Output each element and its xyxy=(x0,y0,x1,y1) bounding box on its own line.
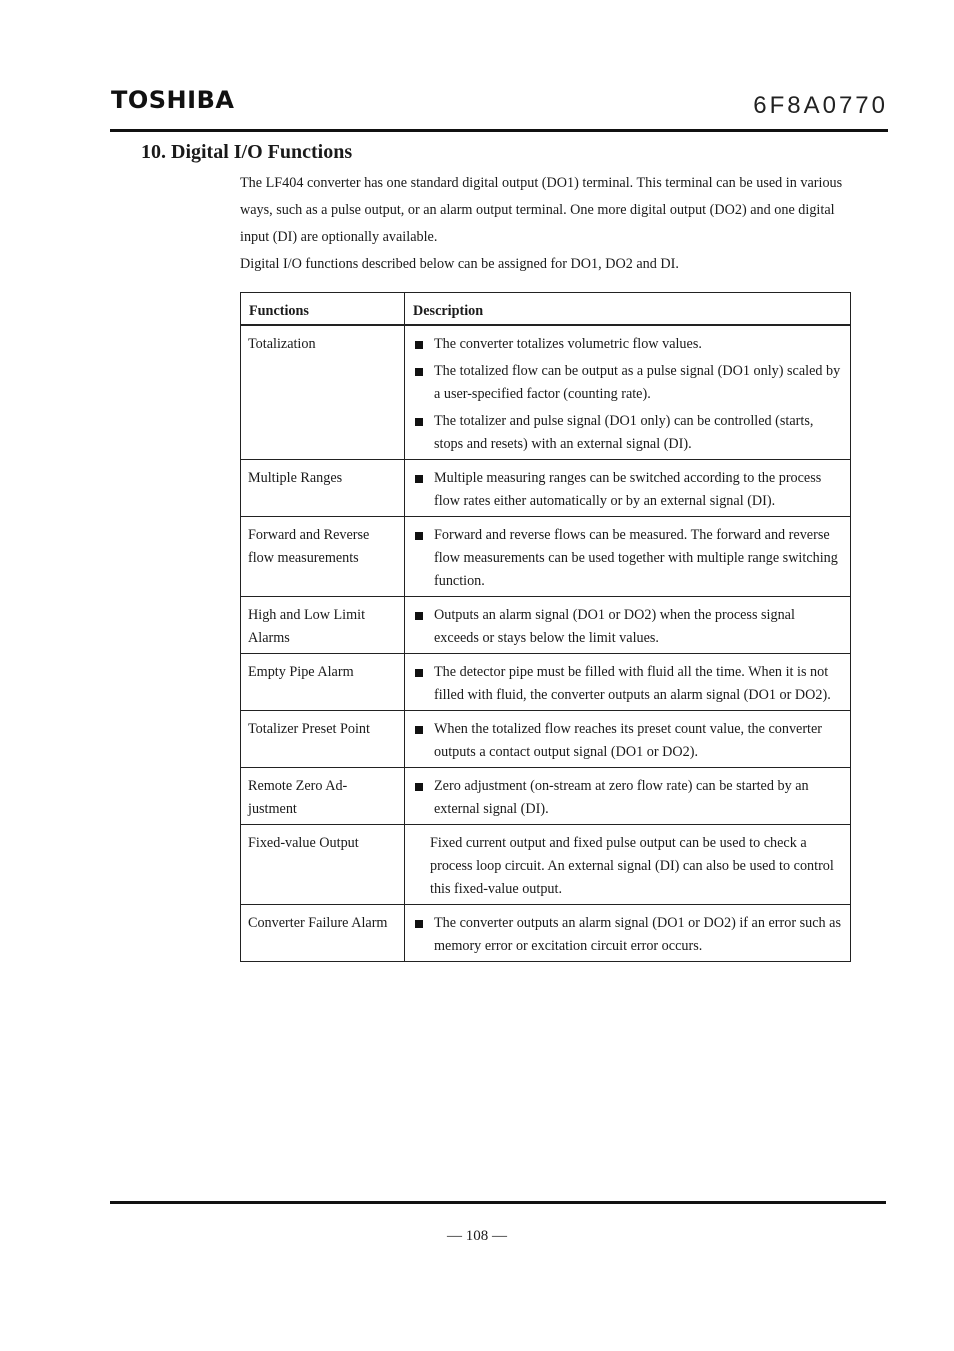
header-functions: Functions xyxy=(241,293,405,326)
function-name: Totalization xyxy=(241,325,405,460)
function-name: Converter Failure Alarm xyxy=(241,905,405,962)
function-name: Empty Pipe Alarm xyxy=(241,654,405,711)
table-row xyxy=(241,905,851,962)
function-name: Multiple Ranges xyxy=(241,460,405,517)
header-description: Description xyxy=(405,293,851,326)
function-name: Remote Zero Ad-justment xyxy=(241,768,405,825)
function-description xyxy=(405,711,851,768)
description-bullet: The converter totalizes volumetric flow values. xyxy=(412,333,842,356)
page-number: — 108 — xyxy=(447,1228,507,1244)
table-row xyxy=(241,768,851,825)
section-title: 10. Digital I/O Functions xyxy=(141,141,353,163)
document-number: 6F8A0770 xyxy=(753,92,888,119)
function-description xyxy=(405,460,851,517)
function-name: Forward and Reverse flow measurements xyxy=(241,517,405,597)
description-bullet: The detector pipe must be filled with fluid all the time. When it is not filled with fluid, the converter outputs an alarm signal (DO1 or DO2). xyxy=(412,661,842,707)
description-bullet: The totalized flow can be output as a pulse signal (DO1 only) scaled by a user-specified factor (counting rate). xyxy=(412,360,842,406)
description-bullet: Zero adjustment (on-stream at zero flow rate) can be started by an external signal (DI). xyxy=(412,775,842,821)
function-description xyxy=(405,654,851,711)
toshiba-logo: TOSHIBA xyxy=(111,86,235,114)
function-description xyxy=(405,825,851,905)
table-row xyxy=(241,460,851,517)
description-bullet: When the totalized flow reaches its preset count value, the converter outputs a contact output signal (DO1 or DO2). xyxy=(412,718,842,764)
description-bullet: Multiple measuring ranges can be switched according to the process flow rates either automatically or by an external signal (DI). xyxy=(412,467,842,513)
description-text: Fixed current output and fixed pulse output can be used to check a process loop circuit. An external signal (DI) can also be used to control this fixed-value output. xyxy=(430,835,834,897)
description-bullet: The converter outputs an alarm signal (DO1 or DO2) if an error such as memory error or excitation circuit error occurs. xyxy=(412,912,842,958)
table-row xyxy=(241,597,851,654)
functions-table xyxy=(240,292,851,962)
function-name: Totalizer Preset Point xyxy=(241,711,405,768)
intro-paragraph: Digital I/O functions described below can be assigned for DO1, DO2 and DI. xyxy=(240,256,679,272)
function-description xyxy=(405,905,851,962)
function-description xyxy=(405,768,851,825)
table-row xyxy=(241,325,851,460)
table-row xyxy=(241,517,851,597)
description-bullet: Forward and reverse flows can be measured. The forward and reverse flow measurements can be used together with multiple range switching function. xyxy=(412,524,842,593)
function-description xyxy=(405,597,851,654)
function-name: High and Low Limit Alarms xyxy=(241,597,405,654)
intro-paragraph: The LF404 converter has one standard digital output (DO1) terminal. This terminal can be used in various ways, such as a pulse output, or an alarm output terminal. One more digital output (DO2) and one digital input (DI) are optionally available. xyxy=(240,175,843,245)
description-bullet: The totalizer and pulse signal (DO1 only) can be controlled (starts, stops and resets) with an external signal (DI). xyxy=(412,410,842,456)
table-row xyxy=(241,711,851,768)
function-description xyxy=(405,517,851,597)
footer-rule xyxy=(110,1201,886,1204)
table-header-row xyxy=(241,293,851,326)
table-row xyxy=(241,654,851,711)
function-description xyxy=(405,325,851,460)
description-bullet: Outputs an alarm signal (DO1 or DO2) when the process signal exceeds or stays below the limit values. xyxy=(412,604,842,650)
intro-text xyxy=(240,170,854,278)
table-row xyxy=(241,825,851,905)
function-name: Fixed-value Output xyxy=(241,825,405,905)
header-rule xyxy=(110,129,888,132)
